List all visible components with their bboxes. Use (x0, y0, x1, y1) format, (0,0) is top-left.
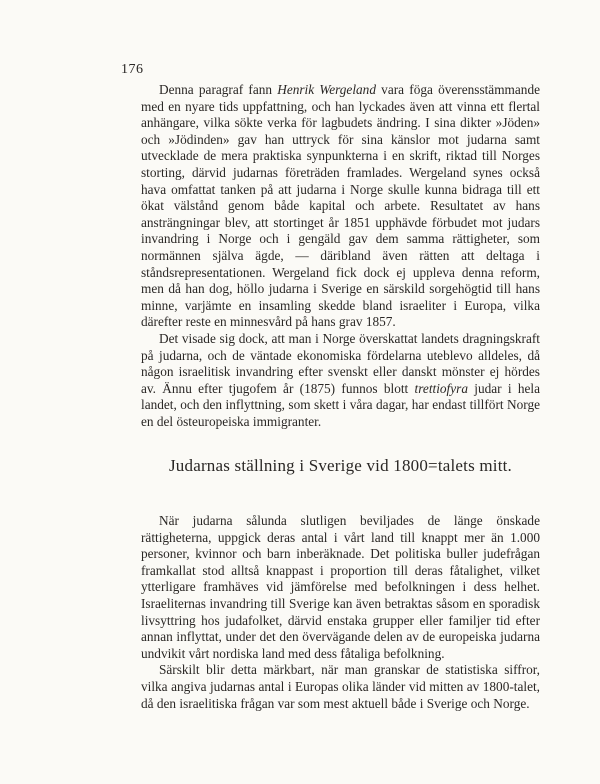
section-body-sweden (141, 513, 540, 712)
page-number: 176 (121, 62, 144, 77)
italic-name: Henrik Wergeland (277, 82, 376, 97)
section-heading: Judarnas ställning i Sverige vid 1800=talets mitt. (168, 456, 513, 475)
text-run: Särskilt blir detta märkbart, när man granskar de statistiska siffror, vilka angiva judarnas antal i Europas olika länder vid mitten av 1800-talet, då den israelitiska frågan var som mest aktuell både i Sverige och Norge. (141, 662, 540, 711)
text-run: judar i hela landet, och den inflyttning, som skett i våra dagar, har endast tillfört Norge en del östeuropeiska immigranter. (141, 380, 540, 429)
italic-name: trettiofyra (414, 380, 468, 396)
text-run: Det visade sig dock, att man i Norge överskattat landets dragningskraft på judarna, och de väntade ekonomiska fördelarna uteblevo alldeles, då någon israelitisk invandring efter svenskt eller danskt mönster ej hördes av. Ännu efter tjugofem år (1875) funnos blott (141, 330, 540, 396)
text-run: vara föga överensstämmande med en nyare tids uppfattning, och han lyckades även att vinna ett flertal anhängare, vilka sökte verka för lagbudets ändring. I sina dikter »Jöden» och »Jödinden» gav han uttryck för sina känslor mot judarna samt utvecklade de mera praktiska synpunkterna i en skrift, riktad till Norges storting, därvid judarnas företräden framlades. Wergeland synes också hava omfattat tanken på att judarna i Norge skulle kunna bidraga till ett ökat välstånd genom både kapital och arbete. Resultatet av hans ansträngningar blev, att stortinget år 1851 upphävde förbudet mot judars invandring i Norge och i gengäld gav dem samma rättigheter, som normännen själva ägde, — däribland även rätten att deltaga i ståndsrepresentationen. Wergeland fick dock ej uppleva denna reform, men då han dog, höllo judarna i Sverige en särskild sorgehögtid till hans minne, varjämte en insamling skedde bland israeliter i Europa, vilka därefter reste en minnesvård på hans grav 1857. (141, 82, 540, 330)
section-body-norway (141, 82, 540, 430)
paragraph (141, 662, 540, 712)
paragraph (141, 331, 540, 431)
text-run: Denna paragraf fann (159, 82, 278, 97)
paragraph (141, 82, 540, 331)
paragraph (141, 513, 540, 662)
text-run: När judarna sålunda slutligen beviljades de länge önskade rättigheterna, uppgick deras antal i vårt land till knappt mer än 1.000 personer, kvinnor och barn inberäknade. Det politiska buller judefrågan framkallat stod alltså knappast i proportion till deras fåtalighet, vilket ytterligare framhäves vid jämförelse med befolkningen i dess helhet. Israeliternas invandring till Sverige kan även betraktas såsom en sporadisk livsyttring hos judafolket, därvid enstaka grupper eller familjer tid efter annan inflyttat, under det den övervägande delen av de europeiska judarna undvikit vårt nordiska land med dess fåtaliga befolkning. (141, 513, 540, 661)
